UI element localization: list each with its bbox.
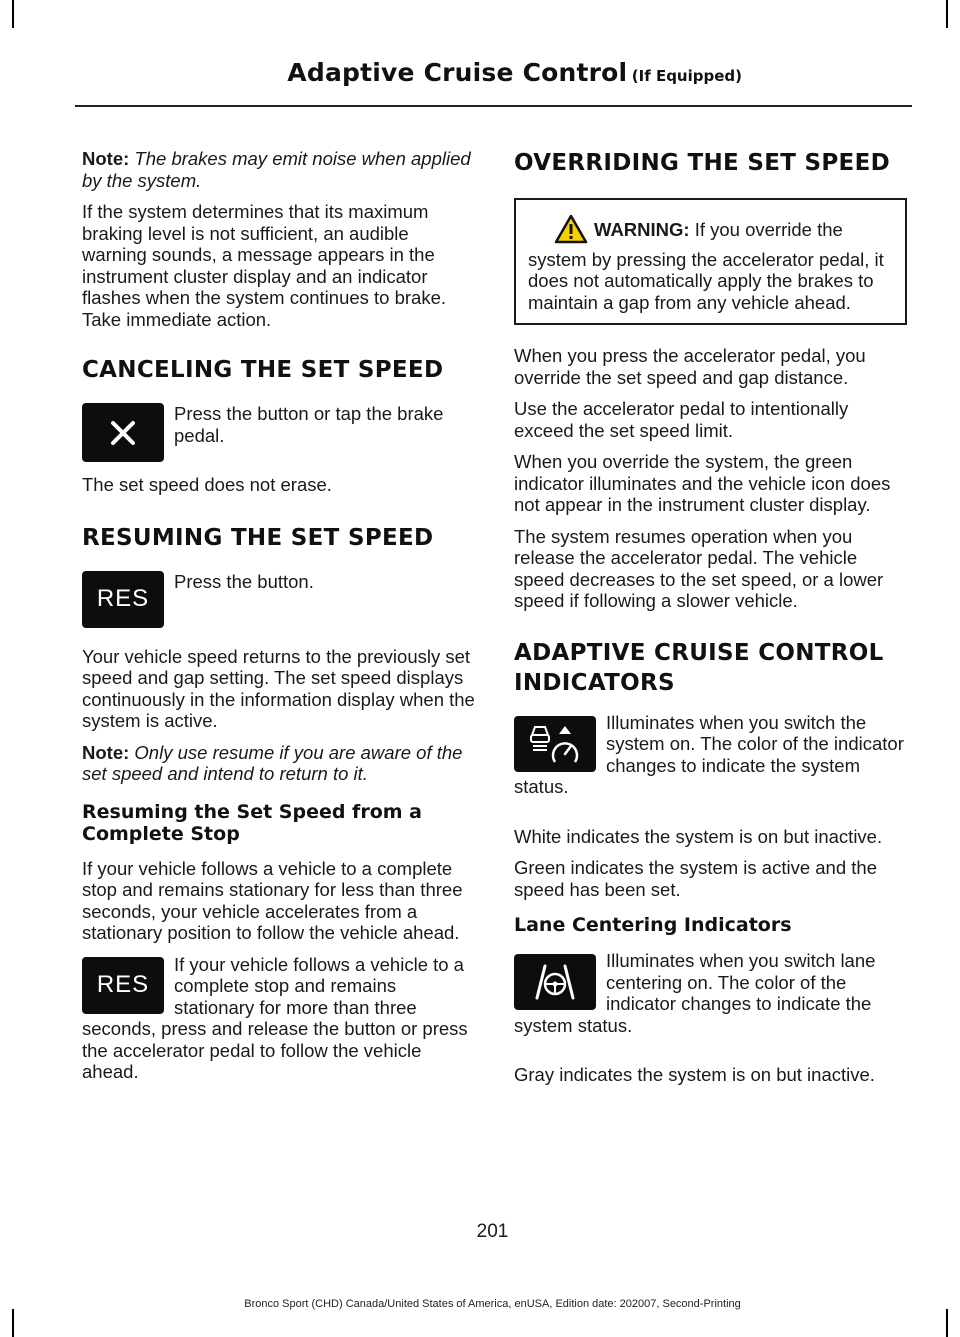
warning-paragraph [528,214,892,313]
cancel-text: Press the button or tap the brake pedal. [174,403,444,446]
heading-indicators [514,638,907,698]
lane-indicator-text: Illuminates when you switch lane centering on. The color of the indicator changes to indicate the system status. [514,950,876,1036]
note-label: Note: [82,148,130,169]
heading-canceling: CANCELING THE SET SPEED [82,357,444,383]
cancel-button-icon [82,403,164,462]
heading-indicators-line2: INDICATORS [514,669,675,696]
res-icon-label: RES [96,971,150,998]
page-number: 201 [476,1221,509,1242]
note-resume [82,742,475,785]
page-header [0,58,960,87]
override-paragraph-2: Use the accelerator pedal to intentionally exceed the set speed limit. [514,398,849,441]
override-paragraph-1: When you press the accelerator pedal, you override the set speed and gap distance. [514,345,866,388]
complete-stop-paragraph-2: If your vehicle follows a vehicle to a complete stop and remains stationary for more than three seconds, press and release the button or press the accelerator pedal to follow the vehicle ahead. [82,953,468,1082]
res-button-icon [82,571,164,628]
res-button-icon [82,957,164,1014]
res-icon-label: RES [96,585,150,612]
crop-mark [12,0,14,28]
edition-info: Bronco Sport (CHD) Canada/United States of America, enUSA, Edition date: 202007, Second-Printing [244,1298,741,1310]
override-paragraph-3: When you override the system, the green indicator illuminates and the vehicle icon does not appear in the instrument cluster display. [514,451,891,515]
heading-overriding: OVERRIDING THE SET SPEED [514,150,890,176]
acc-indicator-text: Illuminates when you switch the system on. The color of the indicator changes to indicate the system status. [514,711,904,797]
note-label: Note: [82,741,130,763]
complete-stop-paragraph: If your vehicle follows a vehicle to a complete stop and remains stationary for less than three seconds, your vehicle accelerates from a stationary position to follow the vehicle ahead. [82,857,463,943]
crop-mark [12,1309,14,1337]
gray-indicator-text: Gray indicates the system is on but inactive. [514,1064,875,1085]
note-text: The brakes may emit noise when applied by the system. [82,148,471,191]
resume-text: Press the button. [174,570,314,592]
header-divider [75,105,912,107]
x-icon [110,420,136,446]
warning-box [514,198,907,325]
warning-label: WARNING: [594,219,690,240]
left-column [82,148,475,1093]
adaptive-cruise-icon [527,722,583,766]
lane-centering-icon [529,962,581,1002]
resume-paragraph: Your vehicle speed returns to the previously set speed and gap setting. The set speed displays continuously in the information display when the system is active. [82,645,475,731]
complete-stop-block [82,954,475,1093]
resume-block [82,571,475,628]
white-indicator-text: White indicates the system is on but inactive. [514,825,883,847]
cancel-block [82,403,475,462]
cancel-after-text: The set speed does not erase. [82,474,332,495]
lane-indicator-icon [514,954,596,1010]
green-indicator-text: Green indicates the system is active and the speed has been set. [514,857,877,900]
warning-triangle-icon [554,214,588,249]
heading-resuming: RESUMING THE SET SPEED [82,524,434,551]
page-subtitle: (If Equipped) [631,67,742,85]
crop-mark [946,1309,948,1337]
heading-complete-stop: Resuming the Set Speed from a Complete Stop [82,800,422,845]
right-column [514,148,907,1096]
braking-paragraph: If the system determines that its maximum braking level is not sufficient, an audible warning sounds, a message appears in the instrument cluster display and an indicator flashes when the system continues to brake. Take immediate action. [82,201,447,330]
note-text: Only use resume if you are aware of the set speed and intend to return to it. [82,741,463,784]
note-brake-noise [82,148,475,191]
crop-mark [946,0,948,28]
lane-indicator-block [514,950,907,1046]
warning-text: If you override the system by pressing the accelerator pedal, it does not automatically apply the brakes to maintain a gap from any vehicle ahead. [528,219,884,313]
heading-lane-centering: Lane Centering Indicators [514,914,792,936]
acc-indicator-icon [514,716,596,772]
page-title: Adaptive Cruise Control [287,58,628,87]
acc-indicator-block [514,712,907,808]
override-paragraph-4: The system resumes operation when you release the accelerator pedal. The vehicle speed decreases to the set speed, or a lower speed if following a slower vehicle. [514,525,884,611]
heading-indicators-line1: ADAPTIVE CRUISE CONTROL [514,639,884,666]
